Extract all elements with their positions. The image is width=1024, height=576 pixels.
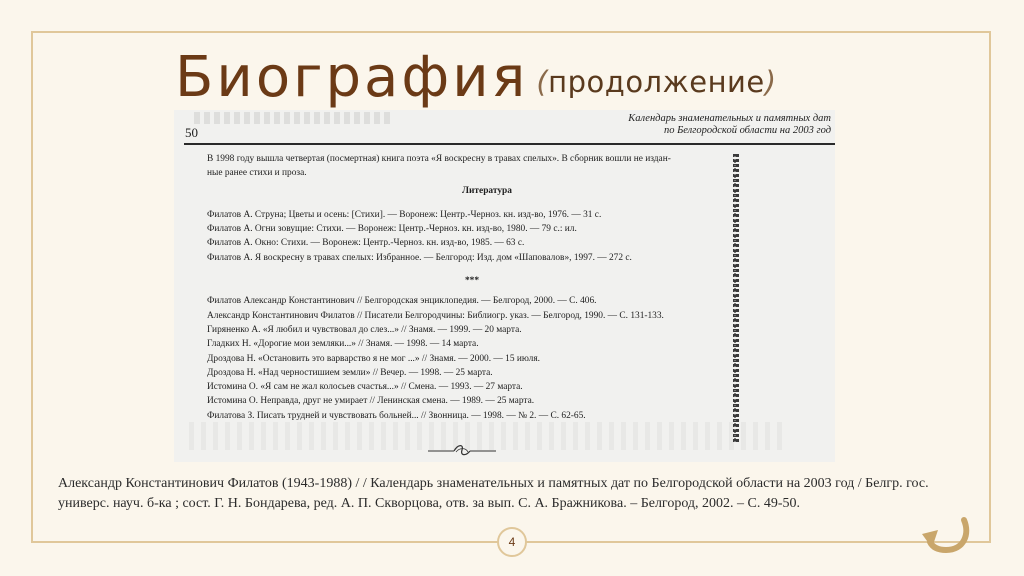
page-number-badge: 4 (497, 527, 527, 557)
scan-article-entry: Филатова З. Писать трудней и чувствовать больней... // Звонница. — 1998. — № 2. — С. 62-65. (207, 410, 586, 421)
scan-intro-line: ные ранее стихи и проза. (207, 168, 307, 179)
scan-running-header: Календарь знаменательных и памятных дат по Белгородской области на 2003 год (628, 113, 831, 136)
scan-article-entry: Александр Константинович Филатов // Писатели Белгородчины: Библиогр. указ. — Белгород, 1990. — С. 131-133. (207, 310, 664, 321)
return-arrow-icon[interactable] (920, 516, 972, 556)
scan-separator: *** (464, 276, 480, 287)
ornament-flourish-icon (426, 442, 498, 458)
scanned-page-image (174, 110, 835, 462)
scan-book-entry: Филатов А. Я воскресну в травах спелых: Избранное. — Белгород: Изд. дом «Шаповалов», 1997. — 272 с. (207, 252, 632, 263)
scan-literature-heading: Литература (462, 185, 512, 196)
scan-book-entry: Филатов А. Огни зовущие: Стихи. — Воронеж: Центр.-Черноз. кн. изд-во, 1980. — 79 с.: ил. (207, 224, 577, 235)
scan-article-entry: Истомина О. «Я сам не жал колосьев счастья...» // Смена. — 1993. — 27 марта. (207, 382, 523, 393)
scan-article-entry: Гладких Н. «Дорогие мои земляки...» // Знамя. — 1998. — 14 марта. (207, 339, 479, 350)
scan-article-entry: Филатов Александр Константинович // Белгородская энциклопедия. — Белгород, 2000. — С. 406. (207, 296, 597, 307)
scan-article-entry: Дроздова Н. «Остановить это варварство я не мог ...» // Знамя. — 2000. — 15 июля. (207, 353, 540, 364)
scan-article-entry: Гиряненко А. «Я любил и чувствовал до слез...» // Знамя. — 1999. — 20 марта. (207, 324, 522, 335)
scan-article-entry: Истомина О. Неправда, друг не умирает // Ленинская смена. — 1989. — 25 марта. (207, 396, 535, 407)
title-main: Биография (175, 45, 529, 110)
scan-chain-border (733, 154, 739, 442)
scan-page-number: 50 (185, 125, 198, 140)
scan-book-entry: Филатов А. Окно: Стихи. — Воронеж: Центр.-Черноз. кн. изд-во, 1985. — 63 с. (207, 238, 525, 249)
scan-header-rule (184, 143, 835, 145)
title-subtitle: (продолжение) (536, 65, 777, 99)
scan-intro-line: В 1998 году вышла четвертая (посмертная) книга поэта «Я воскресну в травах спелых». В сборник вошли не издан- (207, 154, 671, 164)
source-caption: Александр Константинович Филатов (1943-1988) / / Календарь знаменательных и памятных дат по Белгородской области на 2003 год / Белгр. гос. универс. науч. б-ка ; сост. Г. Н. Бондарева, ред. А. П. Скворцова, отв. за вып. С. А. Бражникова. – Белгород, 2002. – С. 49-50. (58, 476, 929, 511)
scan-body-text (207, 152, 727, 423)
slide-title (175, 46, 777, 118)
scan-book-entry: Филатов А. Струна; Цветы и осень: [Стихи]. — Воронеж: Центр.-Черноз. кн. изд-во, 1976. — 31 с. (207, 209, 602, 220)
scan-article-entry: Дроздова Н. «Над черностишием земли» // Вечер. — 1998. — 25 марта. (207, 367, 493, 378)
scan-bleed-through (194, 112, 394, 124)
